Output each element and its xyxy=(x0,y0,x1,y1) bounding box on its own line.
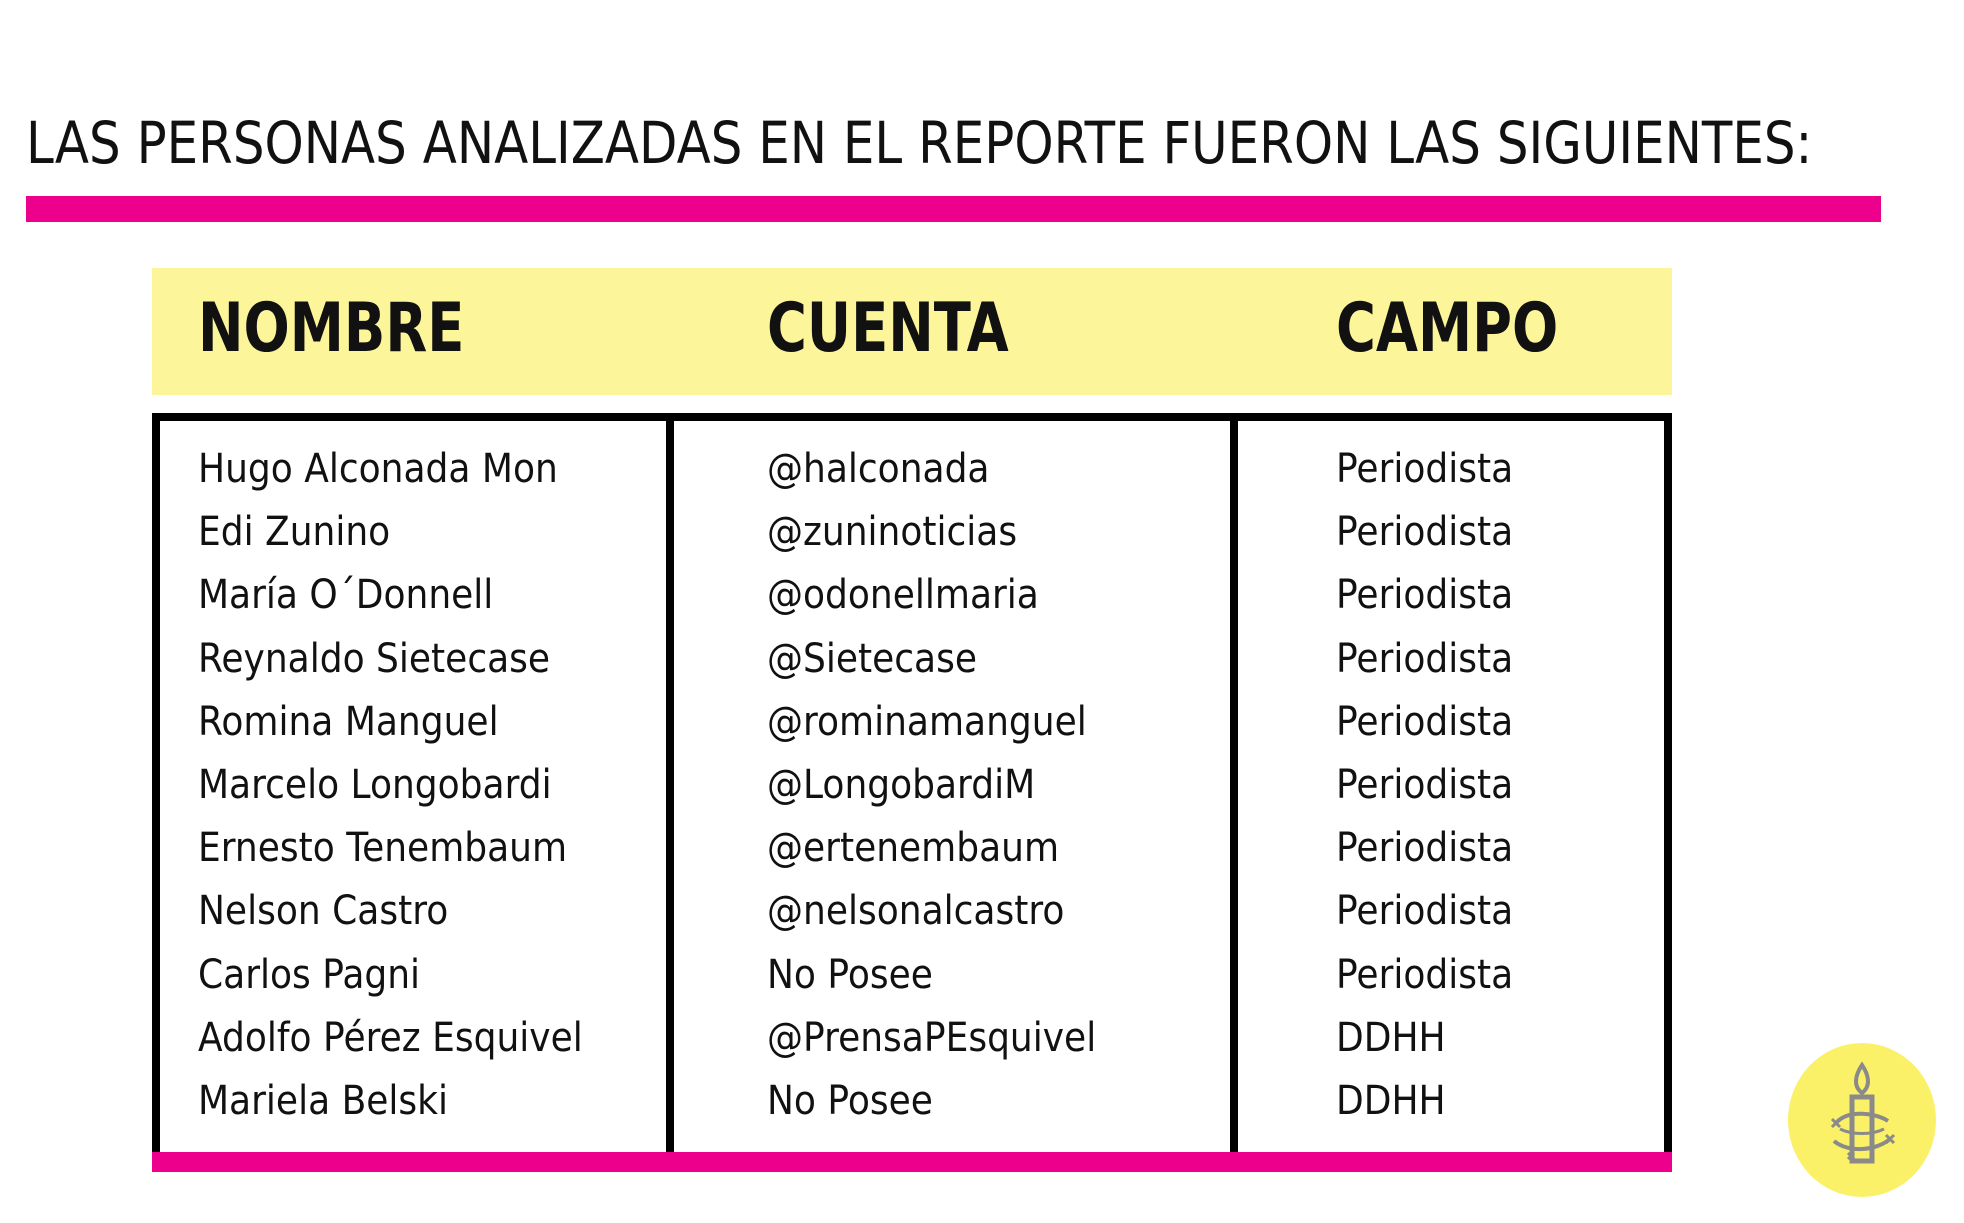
cell-campo: Periodista xyxy=(1336,509,1514,556)
table-row xyxy=(0,883,1964,946)
header-cuenta: CUENTA xyxy=(767,289,1009,368)
cell-campo: Periodista xyxy=(1336,635,1514,682)
cell-nombre: Edi Zunino xyxy=(198,509,391,556)
page-title: LAS PERSONAS ANALIZADAS EN EL REPORTE FUERON LAS SIGUIENTES: xyxy=(26,109,1813,177)
cell-cuenta: @halconada xyxy=(767,446,990,492)
cell-nombre: Hugo Alconada Mon xyxy=(198,446,558,492)
table-row xyxy=(0,1073,1964,1136)
cell-nombre: Marcelo Longobardi xyxy=(198,761,552,808)
cell-cuenta: @LongobardiM xyxy=(767,761,1036,808)
cell-cuenta: @rominamanguel xyxy=(767,698,1087,745)
cell-cuenta: @ertenembaum xyxy=(767,825,1060,872)
cell-nombre: Ernesto Tenembaum xyxy=(198,825,568,872)
cell-campo: Periodista xyxy=(1336,572,1514,619)
table-bottom-bar xyxy=(152,1152,1672,1172)
candle-barbed-wire-icon xyxy=(1788,1043,1936,1197)
cell-nombre: María O´Donnell xyxy=(198,572,494,619)
table-row xyxy=(0,947,1964,1010)
cell-cuenta: No Posee xyxy=(767,951,933,998)
table-row xyxy=(0,757,1964,820)
amnesty-logo xyxy=(1788,1043,1936,1197)
cell-campo: DDHH xyxy=(1336,1014,1446,1061)
header-campo: CAMPO xyxy=(1336,289,1559,368)
cell-campo: Periodista xyxy=(1336,825,1514,872)
cell-nombre: Carlos Pagni xyxy=(198,951,421,998)
cell-cuenta: @zuninoticias xyxy=(767,509,1018,556)
table-row xyxy=(0,567,1964,630)
cell-cuenta: @odonellmaria xyxy=(767,572,1039,619)
cell-campo: DDHH xyxy=(1336,1077,1446,1124)
table-row xyxy=(0,631,1964,694)
cell-campo: Periodista xyxy=(1336,761,1514,808)
table-row xyxy=(0,441,1964,504)
cell-campo: Periodista xyxy=(1336,698,1514,745)
cell-nombre: Nelson Castro xyxy=(198,888,449,935)
cell-campo: Periodista xyxy=(1336,888,1514,935)
title-underline xyxy=(26,196,1881,222)
table-row xyxy=(0,504,1964,567)
cell-nombre: Reynaldo Sietecase xyxy=(198,635,551,682)
cell-cuenta: @PrensaPEsquivel xyxy=(767,1014,1097,1061)
cell-cuenta: @nelsonalcastro xyxy=(767,888,1065,935)
header-nombre: NOMBRE xyxy=(198,289,465,368)
cell-nombre: Romina Manguel xyxy=(198,698,499,745)
cell-campo: Periodista xyxy=(1336,951,1514,998)
cell-nombre: Adolfo Pérez Esquivel xyxy=(198,1014,583,1061)
cell-campo: Periodista xyxy=(1336,446,1514,492)
cell-nombre: Mariela Belski xyxy=(198,1077,449,1124)
cell-cuenta: @Sietecase xyxy=(767,635,978,682)
table-body xyxy=(0,441,1964,1136)
table-row xyxy=(0,1010,1964,1073)
table-row xyxy=(0,820,1964,883)
table-row xyxy=(0,694,1964,757)
cell-cuenta: No Posee xyxy=(767,1077,933,1124)
